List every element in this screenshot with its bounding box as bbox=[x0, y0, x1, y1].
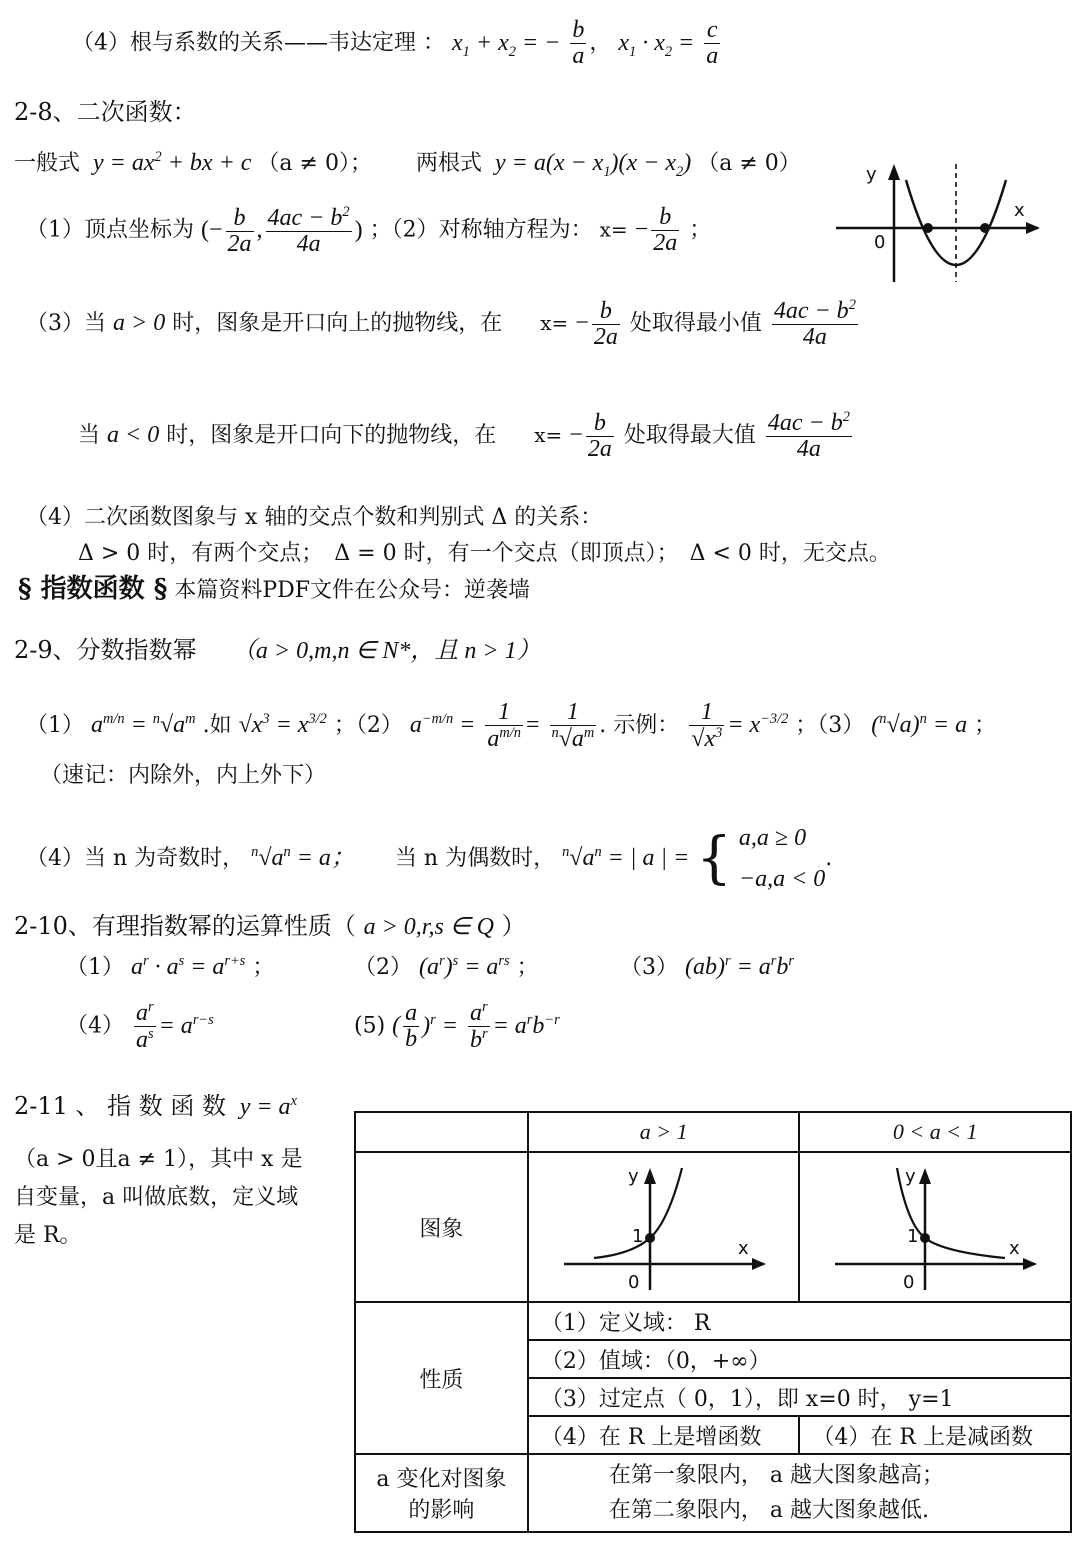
rule-4: （4） $\frac{a^r}{a^s}$ = $a^{r-s}$ bbox=[66, 999, 214, 1054]
a-positive-text: 时，图象是开口向上的抛物线，在 bbox=[172, 311, 503, 337]
axis-fraction: $\frac{b}{2a}$ bbox=[653, 204, 678, 257]
table-col-a-gt-1: a > 1 bbox=[528, 1112, 800, 1152]
g1-one-label: 1 bbox=[631, 1226, 644, 1247]
section-2-10-close: ） bbox=[501, 912, 526, 940]
exp-section-note: 本篇资料PDF文件在公众号：逆袭墙 bbox=[174, 578, 531, 603]
change-text bbox=[528, 1454, 1071, 1532]
vertex-line: （1）顶点坐标为 (− $\frac{b}{2a}$ , $\frac{4ac - b^2}{4a}$ ) ；（2）对称轴方程为： x= − $\frac{b}{2a}$ ； bbox=[26, 204, 712, 258]
fp-example-2: $\frac{1}{√x^3}$ bbox=[691, 699, 723, 753]
s211-desc-3: 是 R。 bbox=[14, 1223, 82, 1248]
parabola-origin-label: 0 bbox=[874, 232, 886, 253]
change-line-1: 在第一象限内， a 越大图象越高； bbox=[608, 1462, 944, 1488]
graph-decreasing-cell bbox=[799, 1152, 1071, 1302]
rule-3: （3） $(ab)^r = a^rb^r$ bbox=[620, 953, 795, 980]
section-2-10-cond: a > 0,r,s ∈ Q bbox=[363, 914, 495, 940]
case-1: a,a ≥ 0 bbox=[738, 825, 807, 851]
section-2-9-heading: 2-9、分数指数幂 bbox=[14, 636, 197, 664]
section-2-11-formula: $y = a^x$ bbox=[233, 1093, 297, 1120]
g1-origin-label: 0 bbox=[627, 1272, 640, 1293]
axis-x-eq: x= bbox=[599, 217, 628, 242]
fp-item-2: ；（2） bbox=[333, 713, 403, 739]
a-negative-max-value: $\frac{4ac - b^2}{4a}$ bbox=[767, 409, 850, 463]
two-root-form-label: 两根式 bbox=[415, 151, 482, 176]
parabola-x-label: x bbox=[1014, 200, 1025, 221]
table-col-a-lt-1: 0 < a < 1 bbox=[799, 1112, 1071, 1152]
section-2-10-line bbox=[14, 906, 526, 941]
parity-even-formula: $^n√a^n$ = | a | = bbox=[562, 843, 690, 871]
g2-y-label: y bbox=[905, 1166, 916, 1187]
parabola-graph bbox=[830, 150, 1050, 290]
rule-1: （1） $a^r \cdot a^s = a^{r+s}$ ； bbox=[66, 953, 275, 980]
fp-example-word: .如 bbox=[202, 713, 232, 739]
a-negative-x-frac: $\frac{b}{2a}$ bbox=[587, 409, 612, 462]
fp-frac-2a: $\frac{1}{a^{m/n}}$ bbox=[487, 699, 521, 753]
prop-increasing: （4）在 R 上是增函数 bbox=[528, 1416, 800, 1454]
frac-c-over-a: $\frac{c}{a}$ bbox=[706, 17, 719, 70]
rule-1-label: （1） bbox=[66, 955, 124, 980]
cases-brace: { bbox=[696, 826, 732, 892]
exp-section-title: § 指数函数 § bbox=[18, 574, 168, 604]
a-positive-line: （3）当 a > 0 时，图象是开口向上的抛物线，在 x= − $\frac{b}{2a}$ 处取得最小值 $\frac{4ac - b^2}{4a}$ bbox=[26, 297, 856, 351]
fp-item-1: （1） bbox=[26, 713, 84, 739]
graph-increasing-cell bbox=[528, 1152, 800, 1302]
exp-function-table bbox=[354, 1111, 1072, 1533]
s211-desc-2: 自变量，a 叫做底数，定义域 bbox=[14, 1185, 299, 1210]
rule-4-label: （4） bbox=[66, 1013, 124, 1039]
a-positive-cond: a > 0 bbox=[113, 310, 166, 337]
fractional-power-line: （1） $a^{m/n} = ^n√a^m$ .如 $√x^3 = x^{3/2}$ ；（2） $a^{-m/n}$ = $\frac{1}{a^{m/n}}$ = $\frac{1}{^n√a^m}$ . 示例： $\frac{1}{√x^3}$ = $x^{-3/2}$ ；（3） $(^n√a)^n = a$ ； bbox=[26, 699, 997, 753]
prop-range: （2）值域：（0，+∞） bbox=[528, 1340, 1071, 1378]
table-corner bbox=[355, 1112, 528, 1152]
general-form-condition: （a ≠ 0）； bbox=[257, 151, 372, 176]
fp-formula-1: $a^{m/n} = ^n√a^m$ bbox=[91, 711, 196, 739]
case-2: −a,a < 0 bbox=[738, 865, 826, 892]
a-positive-min-label: 处取得最小值 bbox=[629, 311, 762, 337]
g1-y-label: y bbox=[627, 1166, 639, 1187]
rule-3-label: （3） bbox=[620, 955, 678, 980]
s211-desc-1: （a > 0且a ≠ 1），其中 x 是 bbox=[14, 1147, 303, 1172]
table-row-prop-label: 性质 bbox=[355, 1302, 528, 1454]
a-negative-text: 时，图象是开口向下的抛物线，在 bbox=[166, 423, 497, 449]
g2-one-label: 1 bbox=[907, 1226, 919, 1247]
vieta-product: $x_1 \cdot x_2$ = bbox=[618, 29, 695, 60]
prop-decreasing: （4）在 R 上是减函数 bbox=[799, 1416, 1071, 1454]
a-positive-x-frac: $\frac{b}{2a}$ bbox=[593, 297, 618, 350]
graph-decreasing bbox=[825, 1154, 1045, 1294]
general-form-label: 一般式 bbox=[14, 151, 81, 176]
graph-increasing bbox=[554, 1154, 774, 1294]
fp-formula-3: $(^n√a)^n = a$ bbox=[871, 711, 968, 739]
parabola-y-label: y bbox=[866, 164, 877, 185]
frac-b-over-a: $\frac{b}{a}$ bbox=[572, 17, 585, 70]
rule-5: (5) ( $\frac{a}{b}$ )$^r$ = $\frac{a^r}{b^r}$ = $a^rb^{-r}$ bbox=[354, 999, 560, 1054]
fp-end: ； bbox=[974, 713, 997, 739]
fp-memo: （速记：内除外，内上外下） bbox=[40, 763, 327, 788]
section-2-10-heading: 2-10、有理指数幂的运算性质（ bbox=[14, 912, 356, 940]
a-negative-line: 当 a < 0 时，图象是开口向下的抛物线，在 x= − $\frac{b}{2a}$ 处取得最大值 $\frac{4ac - b^2}{4a}$ bbox=[78, 409, 850, 463]
parity-odd-formula: $^n√a^n = a$； bbox=[251, 843, 355, 871]
prop-fixed-point: （3）过定点（ 0，1），即 x=0 时， y=1 bbox=[528, 1378, 1071, 1416]
a-positive-prefix: （3）当 bbox=[26, 311, 106, 337]
a-negative-prefix: 当 bbox=[78, 423, 101, 449]
fp-example-label: 示例： bbox=[613, 713, 680, 739]
general-form-formula: $y = ax^2$ + bx + c bbox=[87, 149, 258, 176]
discriminant-cases: Δ > 0 时，有两个交点； Δ = 0 时，有一个交点（即顶点）； Δ < 0 时，无交点。 bbox=[78, 541, 891, 566]
vieta-sum: $x_1 + x_2$ = − bbox=[452, 29, 561, 60]
change-label-1: a 变化对图象 bbox=[376, 1467, 507, 1492]
rule-2-label: （2） bbox=[354, 955, 412, 980]
vertex-label: （1）顶点坐标为 bbox=[26, 217, 194, 243]
two-root-form-condition: （a ≠ 0） bbox=[697, 151, 801, 176]
vieta-colon: ： bbox=[423, 30, 446, 56]
change-label-2: 的影响 bbox=[408, 1498, 475, 1523]
section-2-8-heading: 2-8、二次函数： bbox=[14, 98, 197, 126]
change-line-2: 在第二象限内， a 越大图象越低. bbox=[608, 1498, 929, 1523]
fp-frac-2b: $\frac{1}{^n√a^m}$ bbox=[551, 699, 595, 753]
rule-5-label: (5) bbox=[354, 1013, 386, 1039]
vertex-end: ； bbox=[689, 217, 712, 243]
table-row-graph-label: 图象 bbox=[355, 1152, 528, 1302]
section-2-9-cond: （a > 0,m,n ∈ N*，且 n > 1） bbox=[231, 638, 541, 664]
fp-formula-2: $a^{-m/n}$ = bbox=[409, 711, 476, 739]
section-2-9-line bbox=[14, 630, 541, 665]
fp-example-1: $√x^3 = x^{3/2}$ bbox=[238, 711, 327, 739]
general-form-line bbox=[14, 146, 801, 181]
g2-origin-label: 0 bbox=[903, 1272, 915, 1293]
a-negative-x-eq: x= bbox=[534, 423, 563, 448]
a-positive-x-eq: x= bbox=[540, 311, 569, 336]
parity-odd-label: （4）当 n 为奇数时， bbox=[26, 845, 245, 871]
section-2-11-heading: 2-11 、 指 数 函 数 bbox=[14, 1092, 227, 1120]
a-positive-min-value: $\frac{4ac - b^2}{4a}$ bbox=[773, 297, 856, 351]
cases-block bbox=[739, 818, 825, 900]
parity-even-label: 当 n 为偶数时， bbox=[394, 845, 556, 871]
axis-label: ；（2）对称轴方程为： bbox=[369, 217, 593, 243]
g1-x-label: x bbox=[737, 1238, 749, 1259]
vieta-label: （4）根与系数的关系——韦达定理 bbox=[72, 30, 416, 56]
vieta-line: （4）根与系数的关系——韦达定理 ： $x_1 + x_2$ = − $\frac{b}{a}$ ， $x_1 \cdot x_2$ = $\frac{c}{a}$ bbox=[72, 17, 719, 70]
prop-domain: （1）定义域： R bbox=[528, 1302, 1071, 1340]
rule-2: （2） $(a^r)^s = a^{rs}$ ； bbox=[354, 953, 539, 980]
g2-x-label: x bbox=[1009, 1238, 1020, 1259]
fp-item-3: ；（3） bbox=[795, 713, 865, 739]
section-2-11-line bbox=[14, 1086, 297, 1121]
vertex-coord: (− $\frac{b}{2a}$ , $\frac{4ac - b^2}{4a}$ ) bbox=[201, 204, 363, 258]
discriminant-heading: （4）二次函数图象与 x 轴的交点个数和判别式 Δ 的关系： bbox=[26, 505, 603, 530]
parity-line: （4）当 n 为奇数时， $^n√a^n = a$； 当 n 为偶数时， $^n√a^n$ = | a | = { a,a ≥ 0 −a,a < 0. bbox=[26, 818, 832, 900]
exp-section-line bbox=[18, 568, 530, 605]
table-row-change-label bbox=[355, 1454, 528, 1532]
two-root-form-formula: $y = a(x - x_1)(x - x_2)$ bbox=[488, 150, 698, 180]
a-negative-max-label: 处取得最大值 bbox=[623, 423, 756, 449]
a-negative-cond: a < 0 bbox=[107, 422, 160, 449]
